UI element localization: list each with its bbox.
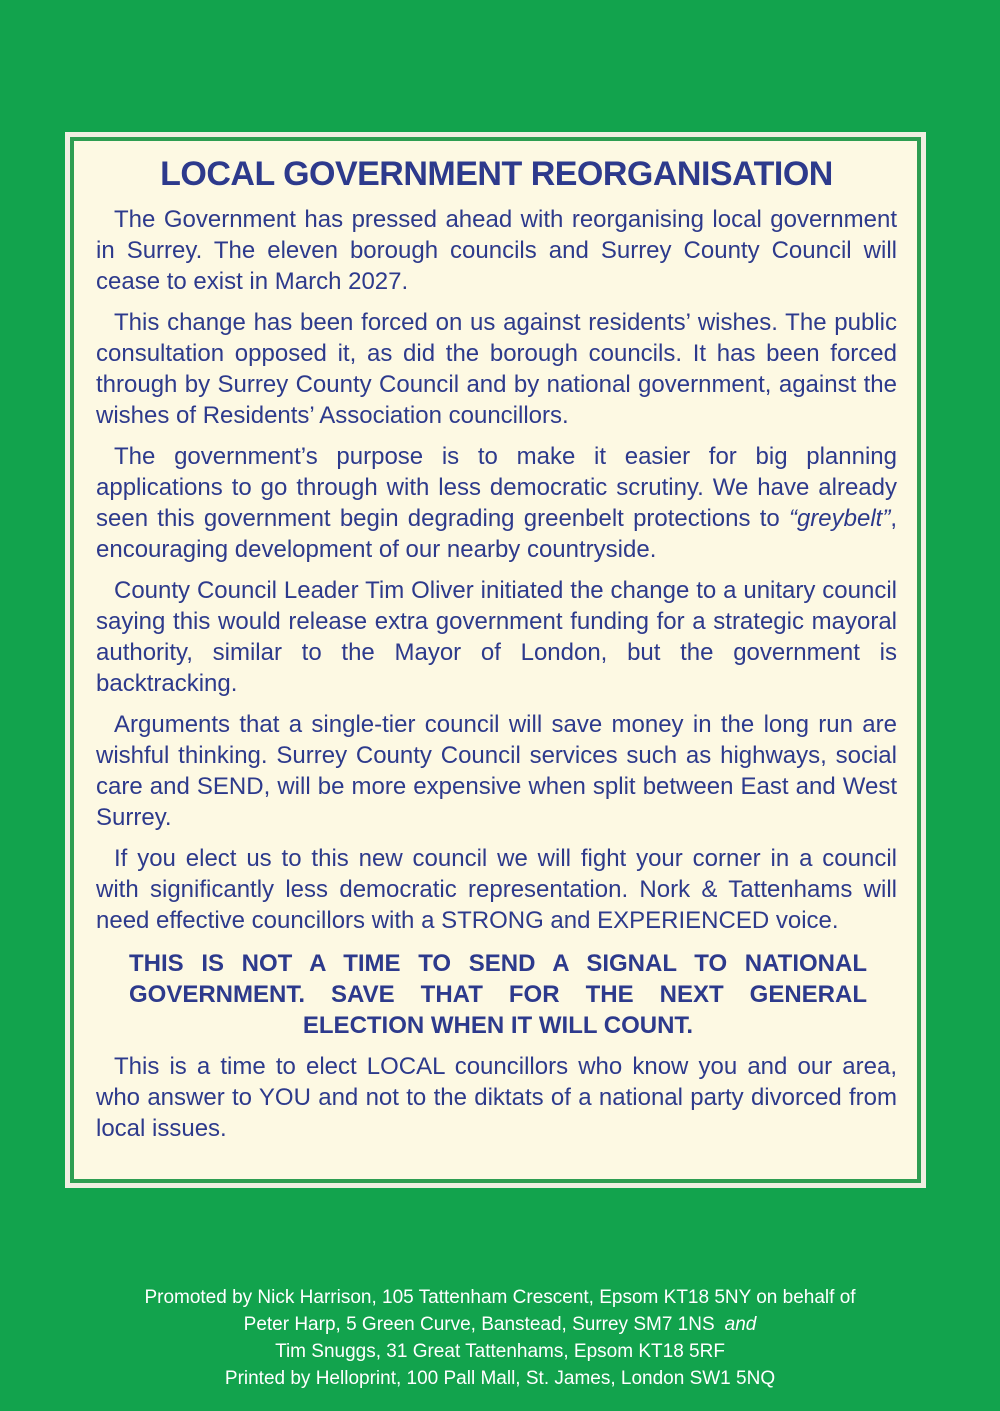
and-italic: and: [724, 1314, 757, 1335]
paragraph-8: This is a time to elect LOCAL councillors who know you and our area, who answer to YOU and not to the diktats of a national party divorced from local issues.: [96, 1053, 897, 1142]
leaflet-title: LOCAL GOVERNMENT REORGANISATION: [160, 155, 833, 193]
text-run: Peter Harp, 5 Green Curve, Banstead, Surrey SM7 1NS: [243, 1314, 715, 1335]
imprint-line-2: [0, 1311, 1000, 1338]
text-run: The government’s purpose is to make it easier for big planning applications to go through with less democratic scrutiny. We have already seen this government begin degrading greenbelt protections to: [96, 443, 897, 532]
paragraph-4: County Council Leader Tim Oliver initiated the change to a unitary council saying this would release extra government funding for a strategic mayoral authority, similar to the Mayor of London, but the government is backtracking.: [96, 577, 897, 697]
imprint-line-4: Printed by Helloprint, 100 Pall Mall, St. James, London SW1 5NQ: [224, 1368, 776, 1389]
imprint-line-3: Tim Snuggs, 31 Great Tattenhams, Epsom KT18 5RF: [275, 1341, 725, 1362]
paragraph-3: [96, 441, 897, 565]
imprint-line-1: Promoted by Nick Harrison, 105 Tattenham Crescent, Epsom KT18 5NY on behalf of: [144, 1287, 856, 1308]
paragraph-1: The Government has pressed ahead with reorganising local government in Surrey. The eleven borough councils and Surrey County Council will cease to exist in March 2027.: [96, 206, 897, 295]
text-run: , encouraging development of our nearby countryside.: [96, 505, 897, 563]
paragraph-6: If you elect us to this new council we will fight your corner in a council with significantly less democratic representation. Nork & Tattenhams will need effective councillors with a STRONG and EXPERIENCED voice.: [96, 845, 897, 934]
paragraph-5: Arguments that a single-tier council will save money in the long run are wishful thinking. Surrey County Council services such as highways, social care and SEND, will be more expensive when split between East and West Surrey.: [96, 711, 897, 831]
imprint-footer: [0, 1284, 1000, 1392]
paragraph-2: This change has been forced on us against residents’ wishes. The public consultation opposed it, as did the borough councils. It has been forced through by Surrey County Council and by national government, against the wishes of Residents’ Association councillors.: [96, 309, 897, 429]
leaflet-panel: [70, 137, 921, 1183]
greybelt-italic: “greybelt”: [788, 505, 891, 532]
paragraph-7-emphasis: THIS IS NOT A TIME TO SEND A SIGNAL TO NATIONAL GOVERNMENT. SAVE THAT FOR THE NEXT GENERAL ELECTION WHEN IT WILL COUNT.: [129, 950, 867, 1039]
